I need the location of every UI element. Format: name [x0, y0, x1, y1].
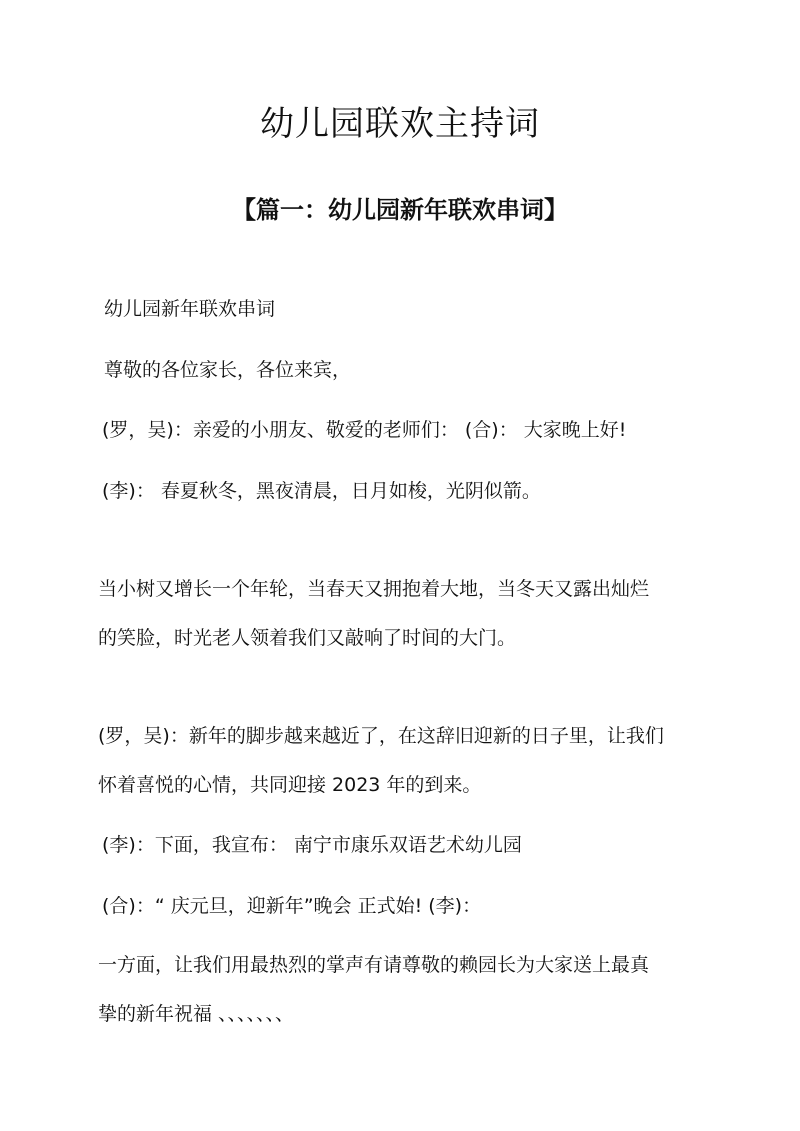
text-line: 怀着喜悦的心情，共同迎接 2023 年的到来。: [98, 774, 482, 796]
text-line: (罗，吴)：新年的脚步越来越近了，在这辞旧迎新的日子里，让我们: [98, 725, 664, 747]
text-line: 一方面，让我们用最热烈的掌声有请尊敬的赖园长为大家送上最真: [98, 954, 650, 976]
text-line: 尊敬的各位家长，各位来宾，: [104, 359, 352, 381]
text-line: (李)：下面，我宣布： 南宁市康乐双语艺术幼儿园: [102, 834, 522, 856]
text-line: 挚的新年祝福 、、、、、、、: [98, 1003, 295, 1025]
text-line: 的笑脸，时光老人领着我们又敲响了时间的大门。: [98, 627, 517, 649]
text-line: (李)： 春夏秋冬，黑夜清晨，日月如梭，光阴似箭。: [102, 480, 541, 502]
section-subtitle: 【篇一：幼儿园新年联欢串词】: [232, 196, 568, 224]
document-title: 幼儿园联欢主持词: [260, 104, 540, 144]
text-line: 幼儿园新年联欢串词: [104, 298, 276, 320]
text-line: (合)：“ 庆元旦，迎新年”晚会 正式始! (李)：: [102, 895, 482, 917]
text-line: (罗，吴)：亲爱的小朋友、敬爱的老师们： (合)： 大家晚上好!: [102, 419, 627, 441]
text-line: 当小树又增长一个年轮，当春天又拥抱着大地，当冬天又露出灿烂: [98, 578, 650, 600]
